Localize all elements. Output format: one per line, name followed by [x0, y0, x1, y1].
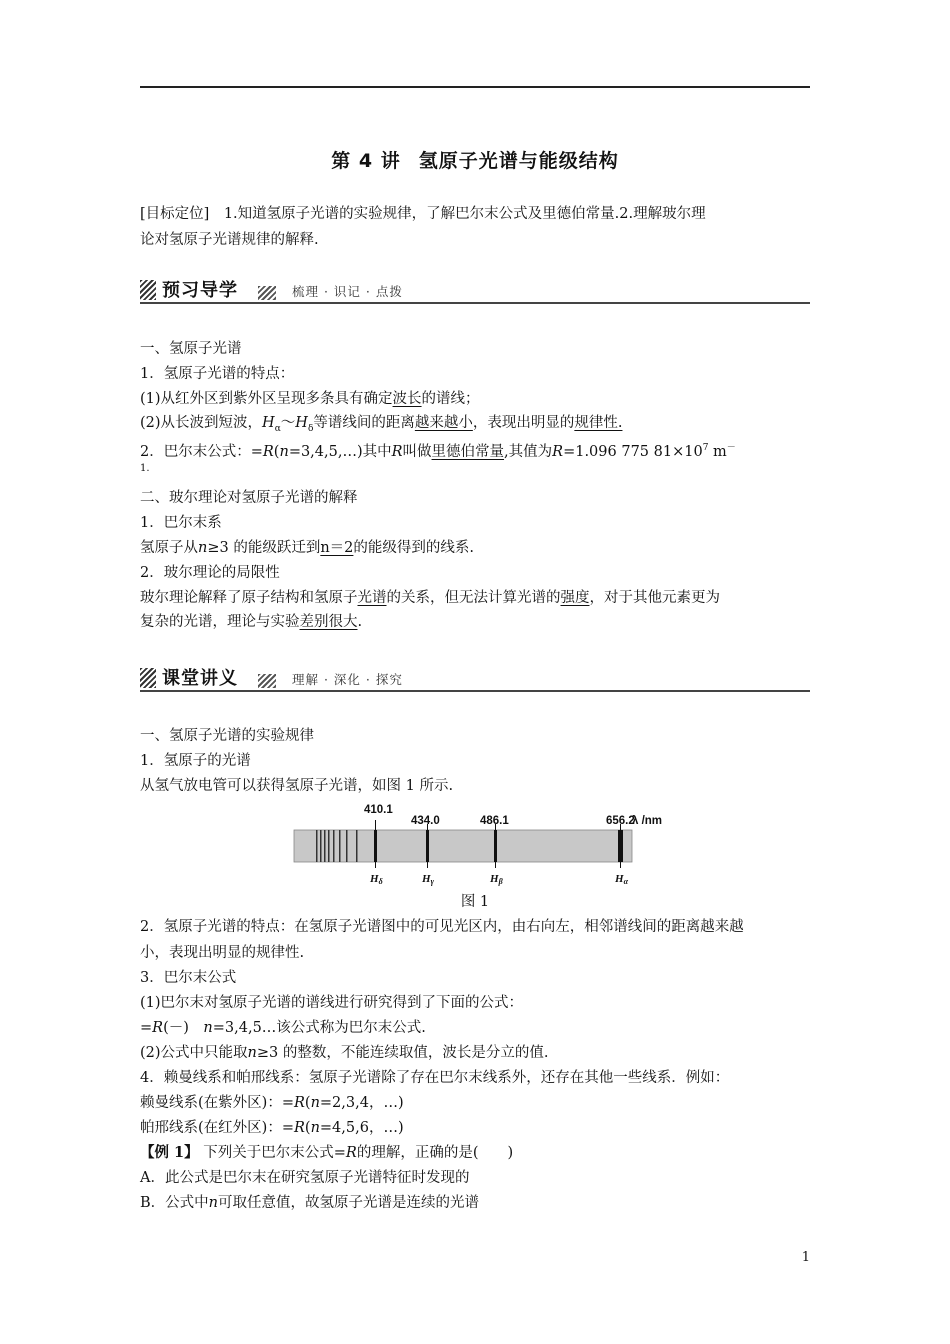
lecture-number: 第 4 讲 — [331, 150, 401, 172]
preview-p10: 复杂的光谱，理论与实验差别很大. — [140, 614, 363, 630]
answer-blank: 差别很大 — [299, 614, 358, 630]
answer-blank: 强度 — [560, 590, 590, 606]
header-rule — [140, 86, 810, 88]
banner-title: 课堂讲义 — [162, 668, 238, 689]
answer-blank: n＝2 — [320, 540, 354, 556]
preview-p9: 玻尔理论解释了原子结构和氢原子光谱的关系，但无法计算光谱的强度，对于其他元素更为 — [140, 590, 720, 606]
lecture-p10: 赖曼线系(在紫外区)：=R(n=2,3,4，…) — [140, 1095, 404, 1111]
preview-heading-2: 二、玻尔理论对氢原子光谱的解释 — [140, 490, 358, 506]
lecture-p4: 小，表现出明显的规律性. — [140, 945, 305, 961]
spectral-line-h-beta — [494, 824, 497, 868]
wavelength-label-656: 656.2 — [606, 815, 635, 827]
objective-line2: 论对氢原子光谱规律的解释. — [140, 232, 319, 248]
spectrum-band — [294, 830, 632, 862]
line-label-h-delta: Hδ — [370, 873, 383, 886]
answer-blank: 波长 — [392, 391, 422, 407]
answer-blank: 越来越小 — [414, 415, 473, 431]
lecture-p2: 从氢气放电管可以获得氢原子光谱，如图 1 所示. — [140, 778, 454, 794]
hydrogen-spectrum-figure — [290, 800, 663, 890]
figure-caption: 图 1 — [460, 894, 490, 910]
answer-blank: 规律性. — [574, 415, 623, 431]
banner-title: 预习导学 — [162, 280, 238, 301]
objective-label: [目标定位] — [140, 206, 210, 222]
preview-p3: (2)从长波到短波，$H_\alpha\sim H_\delta$等谱线间的距离越来越小，表现出明显的规律性. — [140, 415, 623, 434]
objective-block — [140, 201, 812, 253]
lecture-p5: 3．巴尔末公式 — [140, 970, 237, 986]
answer-blank: 光谱 — [357, 590, 387, 606]
option-a: A．此公式是巴尔末在研究氢原子光谱特征时发现的 — [140, 1170, 470, 1186]
lecture-p6: (1)巴尔末对氢原子光谱的谱线进行研究得到了下面的公式： — [140, 995, 524, 1011]
banner-rule — [140, 690, 810, 692]
line-label-h-gamma: Hγ — [422, 873, 434, 886]
spectral-line-h-gamma — [426, 824, 429, 868]
example-label: 【例 1】 — [140, 1144, 199, 1161]
banner-stripe-icon — [140, 280, 156, 300]
preview-p4: 2．巴尔末公式：=R(n=3,4,5,…)其中R叫做里德伯常量,其值为R=1.096 775 $81\times 10^7$ m－ — [140, 443, 736, 460]
wavelength-label-486: 486.1 — [480, 815, 509, 827]
banner-stripe-icon — [140, 668, 156, 688]
option-b: B．公式中n可取任意值，故氢原子光谱是连续的光谱 — [140, 1195, 479, 1211]
preview-p5: 1. — [140, 463, 150, 474]
line-label-h-beta: Hβ — [490, 873, 503, 886]
preview-p6: 1．巴尔末系 — [140, 515, 222, 531]
axis-unit-label: λ /nm — [632, 815, 663, 827]
page-title — [0, 146, 950, 173]
preview-p2: (1)从红外区到紫外区呈现多条具有确定波长的谱线； — [140, 391, 480, 407]
banner-stripe-icon — [258, 286, 276, 300]
preview-p1: 1．氢原子光谱的特点： — [140, 366, 295, 382]
line-label-h-alpha: Hα — [615, 873, 628, 886]
banner-rule — [140, 302, 810, 304]
banner-subtitle: 理解 · 深化 · 探究 — [292, 672, 403, 687]
banner-subtitle: 梳理 · 识记 · 点拨 — [292, 284, 403, 299]
lecture-p7: =R(－) n=3,4,5…该公式称为巴尔末公式. — [140, 1020, 426, 1036]
answer-blank: 里德伯常量 — [431, 443, 505, 460]
lecture-p8: (2)公式中只能取n≥3 的整数，不能连续取值，波长是分立的值. — [140, 1045, 549, 1061]
lecture-p11: 帕邢线系(在红外区)：=R(n=4,5,6，…) — [140, 1120, 404, 1136]
example-question: 【例 1】 下列关于巴尔末公式=R的理解，正确的是( ) — [140, 1144, 514, 1161]
preview-p8: 2．玻尔理论的局限性 — [140, 565, 280, 581]
spectral-line-h-delta — [374, 820, 377, 868]
wavelength-label-410: 410.1 — [364, 804, 393, 816]
lecture-p3: 2．氢原子光谱的特点：在氢原子光谱图中的可见光区内，由右向左，相邻谱线间的距离越来越 — [140, 919, 744, 935]
lecture-p1: 1．氢原子的光谱 — [140, 753, 251, 769]
section-banner-preview — [140, 276, 810, 304]
lecture-topic: 氢原子光谱与能级结构 — [418, 150, 619, 172]
wavelength-label-434: 434.0 — [411, 815, 440, 827]
preview-heading-1: 一、氢原子光谱 — [140, 341, 242, 357]
section-banner-lecture — [140, 664, 810, 692]
page-number: 1 — [801, 1250, 810, 1265]
objective-line1: 1.知道氢原子光谱的实验规律，了解巴尔末公式及里德伯常量.2.理解玻尔理 — [223, 206, 706, 222]
lecture-p9: 4．赖曼线系和帕邢线系：氢原子光谱除了存在巴尔末线系外，还存在其他一些线系．例如： — [140, 1070, 730, 1086]
spectral-line-h-alpha — [618, 824, 623, 868]
lecture-heading-1: 一、氢原子光谱的实验规律 — [140, 728, 314, 744]
preview-p7: 氢原子从n≥3 的能级跃迁到n＝2的能级得到的线系. — [140, 540, 475, 556]
banner-stripe-icon — [258, 674, 276, 688]
